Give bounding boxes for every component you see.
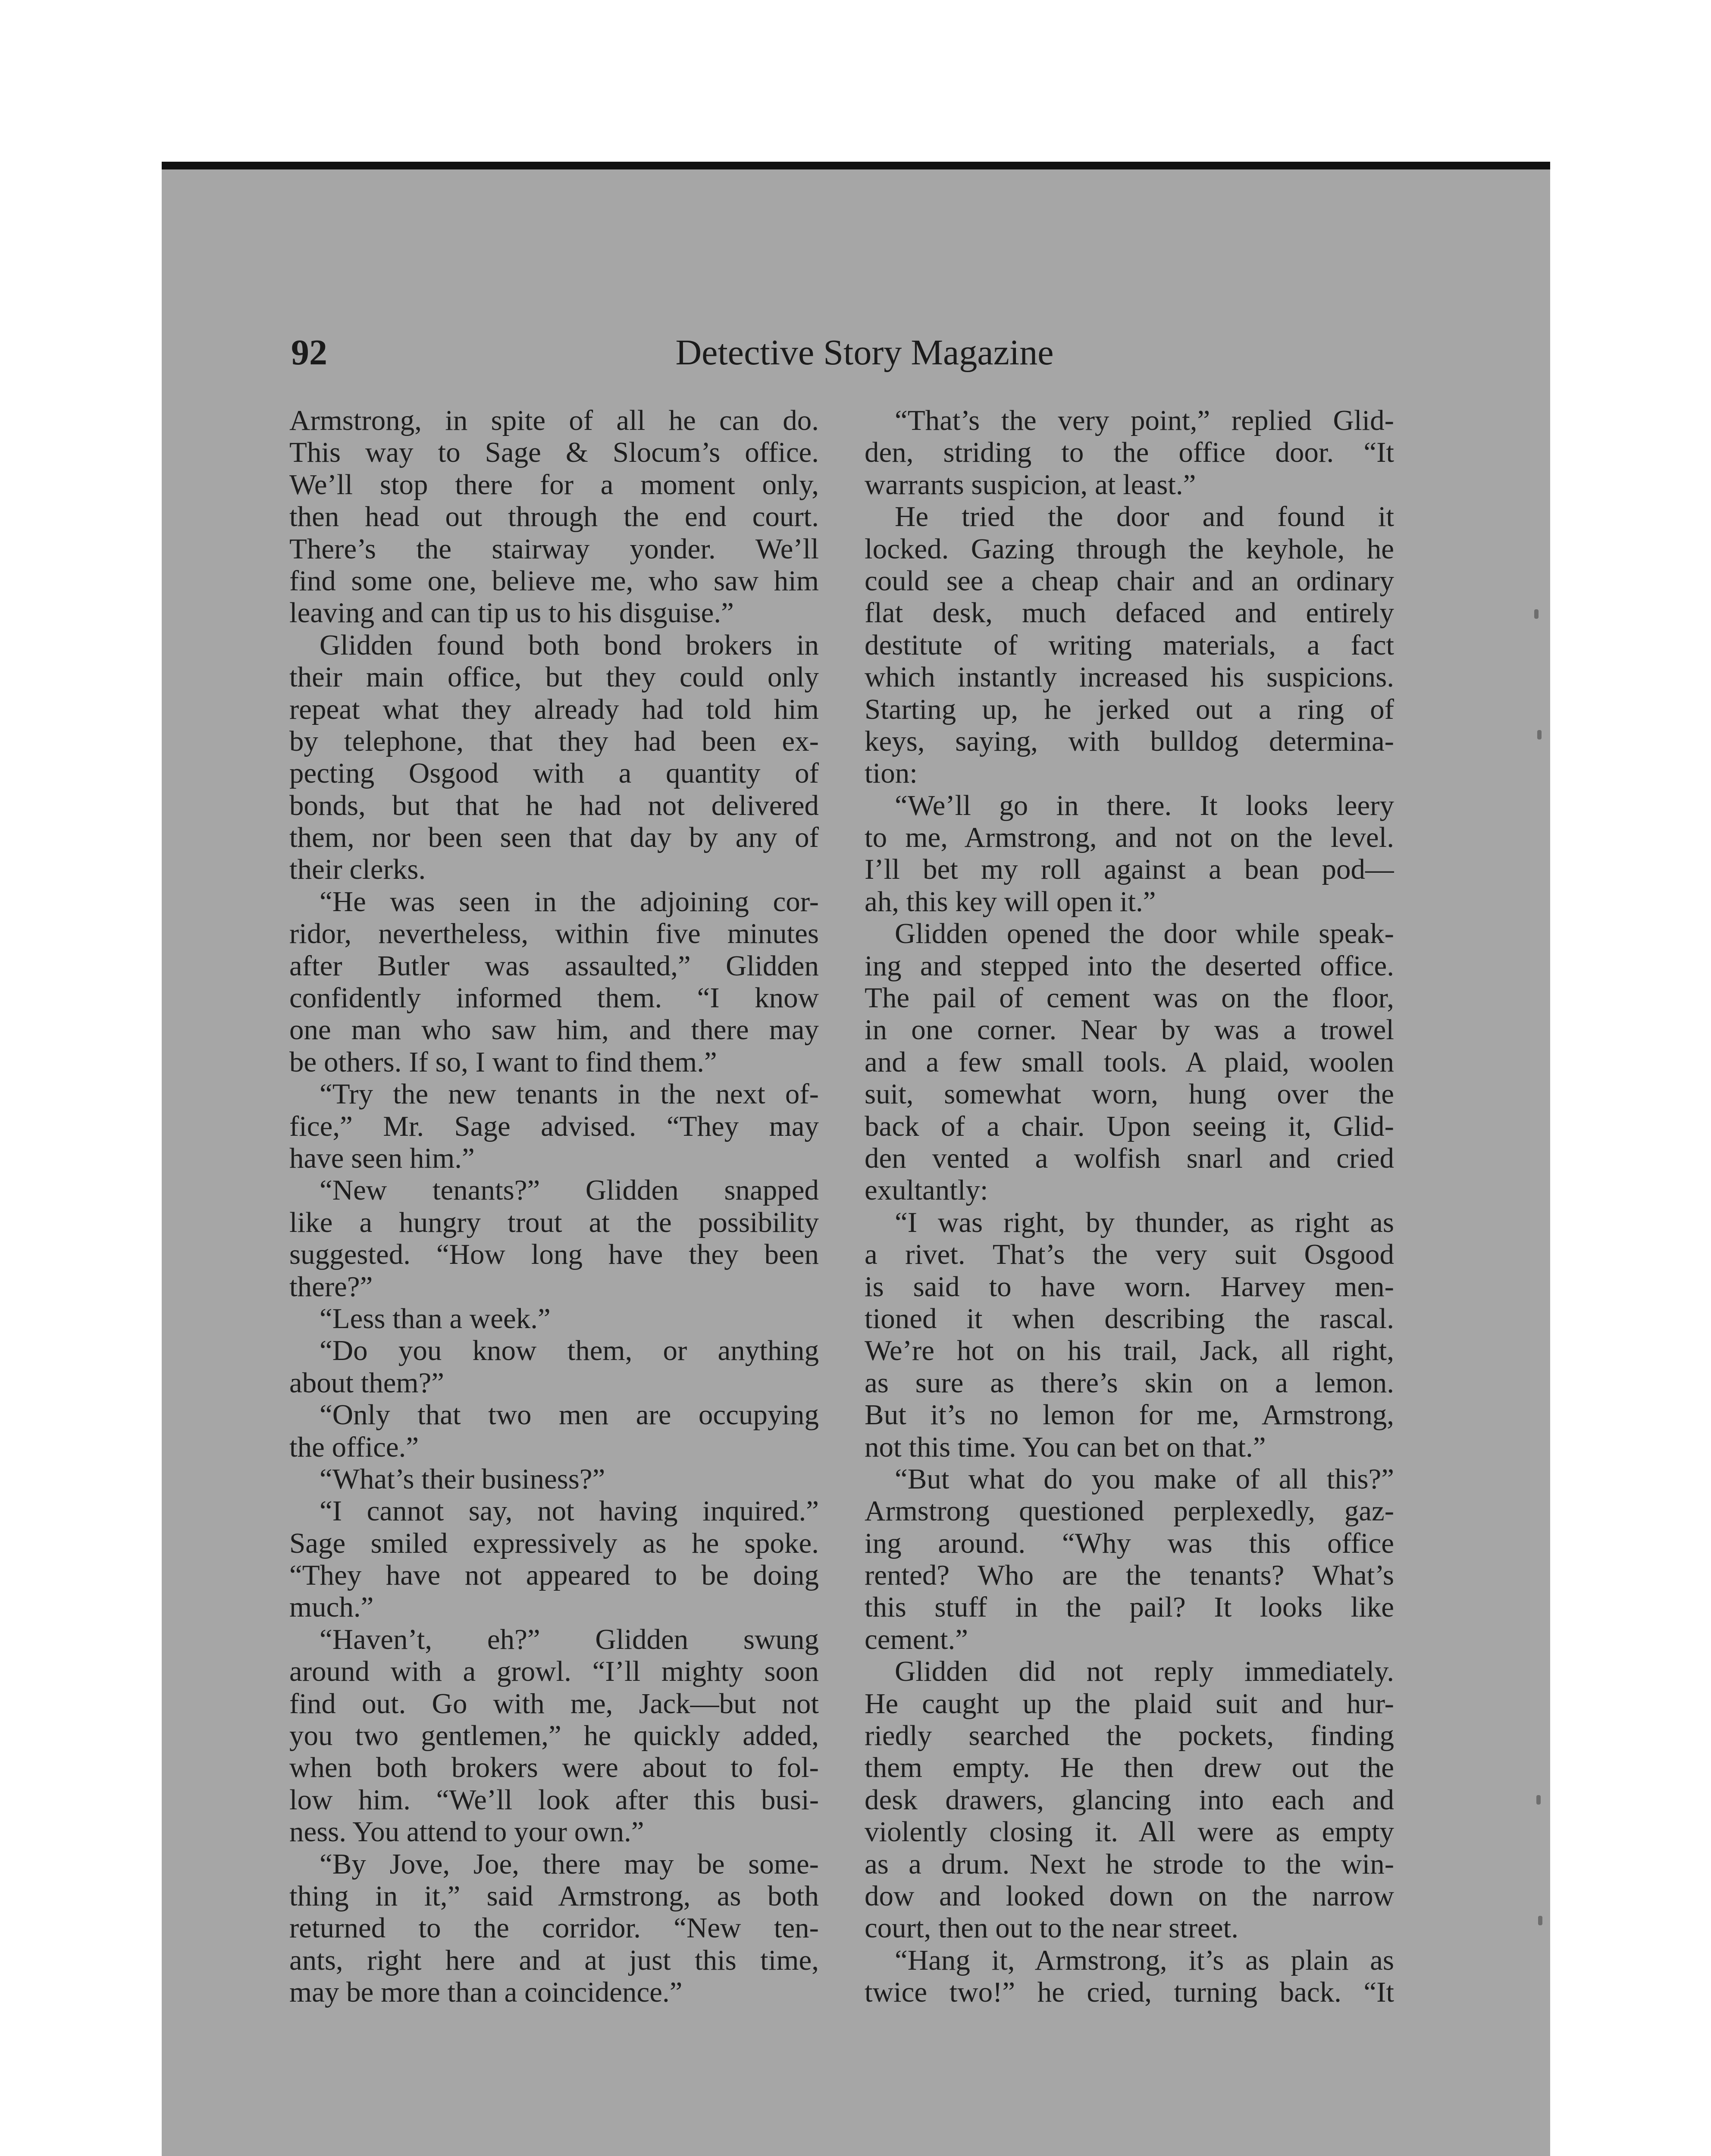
text-line: one man who saw him, and there may [289,1014,819,1046]
text-line: Glidden found both bond brokers in [320,629,819,661]
text-line: tioned it when describing the rascal. [865,1302,1394,1335]
text-line: ridor, nevertheless, within five minutes [289,918,819,950]
text-line: the office.” [289,1431,419,1463]
text-line: bonds, but that he had not delivered [289,789,819,821]
text-line: when both brokers were about to fol- [289,1752,819,1784]
text-line: ants, right here and at just this time, [289,1944,819,1976]
text-line: ah, this key will open it.” [865,885,1156,918]
text-line: and a few small tools. A plaid, woolen [865,1046,1394,1078]
text-line: He caught up the plaid suit and hur- [865,1687,1394,1720]
text-line: “Do you know them, or anything [320,1335,819,1367]
text-line: which instantly increased his suspicions. [865,661,1394,693]
text-line: twice two!” he cried, turning back. “It [865,1976,1394,2009]
text-line: “Hang it, Armstrong, it’s as plain as [895,1944,1394,1976]
text-line: about them?” [289,1366,445,1399]
text-line: repeat what they already had told him [289,693,819,725]
text-line: “But what do you make of all this?” [895,1463,1394,1495]
text-line: there?” [289,1270,373,1303]
text-line: tion: [865,757,918,790]
text-line: ness. You attend to your own.” [289,1816,644,1848]
text-line: den vented a wolfish snarl and cried [865,1142,1394,1174]
text-line: He tried the door and found it [895,501,1394,533]
text-line: returned to the corridor. “New ten- [289,1912,819,1944]
text-line: Armstrong, in spite of all he can do. [289,404,819,436]
text-line: Armstrong questioned perplexedly, gaz- [865,1495,1394,1527]
text-line: The pail of cement was on the floor, [865,982,1394,1014]
text-line: ing around. “Why was this office [865,1527,1394,1559]
text-line: back of a chair. Upon seeing it, Glid- [865,1110,1394,1142]
text-line: find out. Go with me, Jack—but not [289,1687,819,1720]
page-number: 92 [291,332,327,373]
text-line: locked. Gazing through the keyhole, he [865,533,1394,565]
text-line: this stuff in the pail? It looks like [865,1591,1394,1623]
text-line: This way to Sage & Slocum’s office. [289,436,819,469]
text-line: We’ll stop there for a moment only, [289,468,819,501]
text-column-left [289,404,819,2009]
text-line: could see a cheap chair and an ordinary [865,564,1394,597]
text-line: by telephone, that they had been ex- [289,725,819,757]
text-line: “Less than a week.” [320,1302,551,1335]
text-line: them, nor been seen that day by any of [289,821,819,854]
text-line: I’ll bet my roll against a bean pod— [865,853,1394,886]
text-line: “Haven’t, eh?” Glidden swung [320,1623,819,1655]
text-line: leaving and can tip us to his disguise.” [289,597,734,629]
text-line: after Butler was assaulted,” Glidden [289,950,819,982]
text-line: to me, Armstrong, and not on the level. [865,821,1394,854]
text-line: is said to have worn. Harvey men- [865,1270,1394,1303]
text-line: “They have not appeared to be doing [289,1559,819,1592]
text-line: rented? Who are the tenants? What’s [865,1559,1394,1592]
text-line: then head out through the end court. [289,501,819,533]
text-line: their main office, but they could only [289,661,819,693]
text-line: dow and looked down on the narrow [865,1880,1394,1912]
text-line: much.” [289,1591,374,1623]
text-line: not this time. You can bet on that.” [865,1431,1266,1463]
text-line: suit, somewhat worn, hung over the [865,1078,1394,1110]
text-line: like a hungry trout at the possibility [289,1206,819,1238]
text-line: “That’s the very point,” replied Glid- [895,404,1394,436]
text-line: find some one, believe me, who saw him [289,564,819,597]
text-line: “What’s their business?” [320,1463,605,1495]
text-line: you two gentlemen,” he quickly added, [289,1720,819,1752]
text-line: as a drum. Next he strode to the win- [865,1848,1394,1880]
margin-speck [1537,730,1542,740]
margin-speck [1536,1795,1541,1805]
text-line: keys, saying, with bulldog determina- [865,725,1394,757]
text-line: riedly searched the pockets, finding [865,1720,1394,1752]
text-line: be others. If so, I want to find them.” [289,1046,717,1078]
text-line: ing and stepped into the deserted office. [865,950,1394,982]
text-line: “Try the new tenants in the next of- [320,1078,819,1110]
text-line: warrants suspicion, at least.” [865,468,1196,501]
text-line: violently closing it. All were as empty [865,1816,1394,1848]
text-line: We’re hot on his trail, Jack, all right, [865,1335,1394,1367]
text-column-right [865,404,1394,2009]
text-line: desk drawers, glancing into each and [865,1783,1394,1816]
text-line: “By Jove, Joe, there may be some- [320,1848,819,1880]
text-line: thing in it,” said Armstrong, as both [289,1880,819,1912]
text-line: “I cannot say, not having inquired.” [320,1495,819,1527]
text-line: flat desk, much defaced and entirely [865,597,1394,629]
text-line: “Only that two men are occupying [320,1399,819,1431]
text-line: den, striding to the office door. “It [865,436,1394,469]
page-header [291,329,1438,376]
text-line: in one corner. Near by was a trowel [865,1014,1394,1046]
text-line: But it’s no lemon for me, Armstrong, [865,1399,1394,1431]
text-line: confidently informed them. “I know [289,982,819,1014]
text-line: cement.” [865,1623,968,1655]
text-line: fice,” Mr. Sage advised. “They may [289,1110,819,1142]
text-line: Sage smiled expressively as he spoke. [289,1527,819,1559]
text-line: There’s the stairway yonder. We’ll [289,533,819,565]
text-line: pecting Osgood with a quantity of [289,757,819,790]
text-line: Glidden opened the door while speak- [895,918,1394,950]
text-line: a rivet. That’s the very suit Osgood [865,1238,1394,1271]
text-line: “New tenants?” Glidden snapped [320,1174,819,1206]
text-line: Glidden did not reply immediately. [895,1655,1394,1688]
text-line: suggested. “How long have they been [289,1238,819,1271]
running-title: Detective Story Magazine [675,332,1054,373]
text-line: Starting up, he jerked out a ring of [865,693,1394,725]
text-line: “He was seen in the adjoining cor- [320,885,819,918]
text-line: court, then out to the near street. [865,1912,1238,1944]
scanned-page [162,162,1550,2156]
text-line: have seen him.” [289,1142,475,1174]
text-line: may be more than a coincidence.” [289,1976,683,2009]
text-line: low him. “We’ll look after this busi- [289,1783,819,1816]
text-line: destitute of writing materials, a fact [865,629,1394,661]
text-line: around with a growl. “I’ll mighty soon [289,1655,819,1688]
text-line: them empty. He then drew out the [865,1752,1394,1784]
margin-speck [1538,1916,1542,1925]
text-line: “I was right, by thunder, as right as [895,1206,1394,1238]
text-line: exultantly: [865,1174,988,1206]
margin-speck [1534,609,1539,619]
text-line: as sure as there’s skin on a lemon. [865,1366,1394,1399]
text-line: “We’ll go in there. It looks leery [895,789,1394,821]
text-line: their clerks. [289,853,426,886]
